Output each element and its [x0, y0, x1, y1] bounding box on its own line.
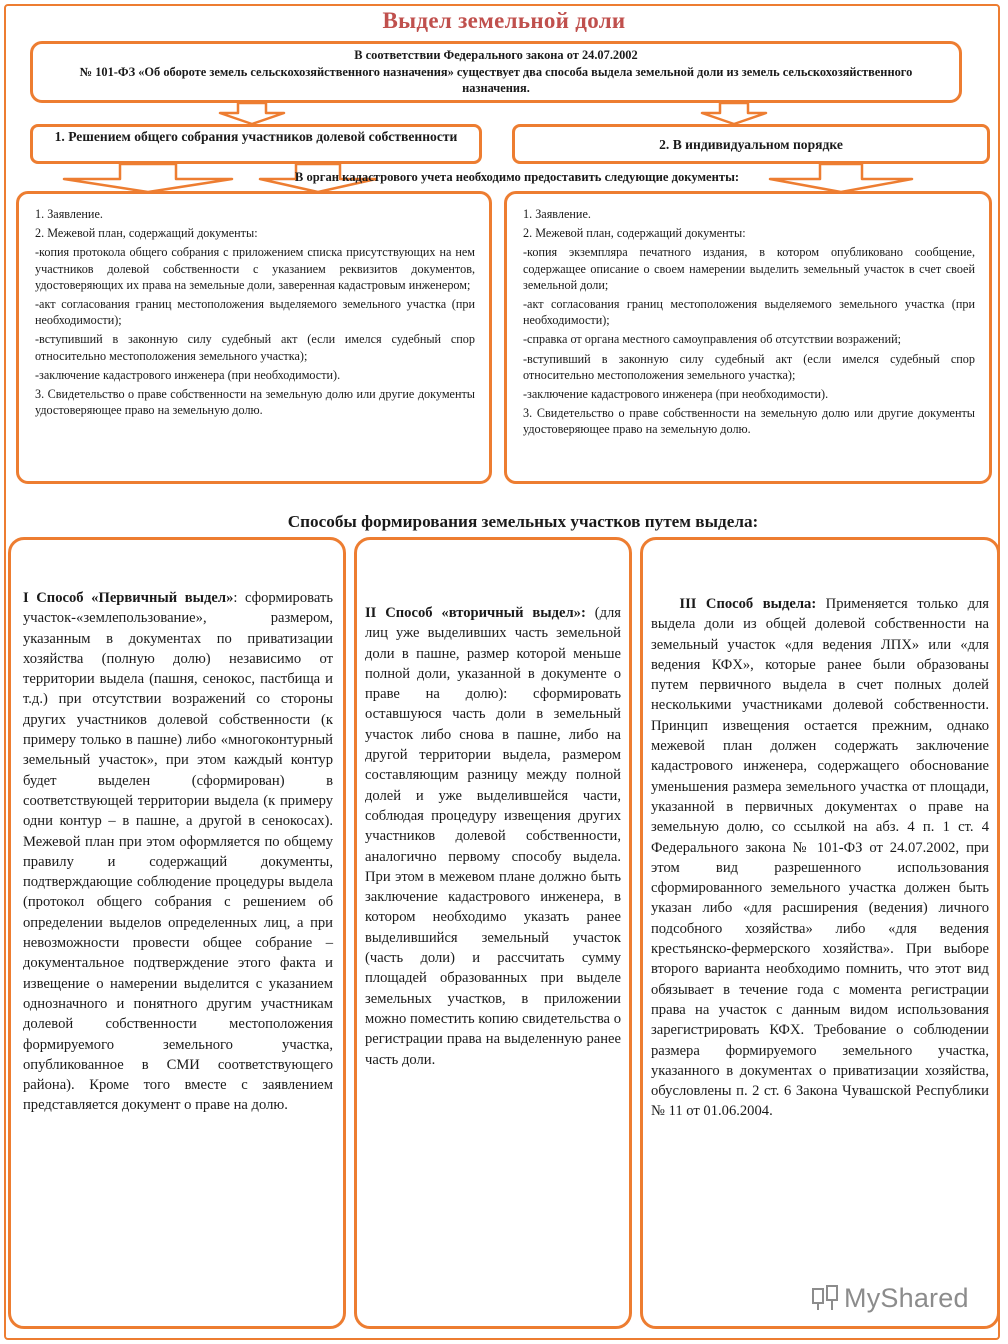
doc-item: 2. Межевой план, содержащий документы:	[35, 226, 258, 241]
doc-item: -заключение кадастрового инженера (при необходимости).	[35, 367, 341, 382]
intro-line-1: В соответствии Федерального закона от 24.07.2002	[354, 48, 638, 62]
method-third-column	[640, 537, 1000, 1329]
method-primary-column	[8, 537, 346, 1329]
arrow-intro-right	[702, 103, 766, 124]
documents-left-box	[16, 191, 492, 484]
doc-item: 3. Свидетельство о праве собственности на земельную долю или другие документы удостоверяющее право на земельную долю.	[35, 387, 475, 418]
method-secondary-column	[354, 537, 632, 1329]
method-secondary-heading: II Способ «вторичный выдел»:	[365, 605, 586, 621]
documents-note: В орган кадастрового учета необходимо предоставить следующие документы:	[294, 170, 740, 184]
doc-item: -акт согласования границ местоположения выделяемого земельного участка (при необходимости);	[35, 297, 475, 328]
intro-box	[30, 41, 962, 103]
method-third-heading: III Способ выдела:	[679, 596, 817, 612]
doc-item: -копия протокола общего собрания с приложением списка присутствующих на нем участников долевой собственности с указанием реквизитов документов, удостоверяющих их права на земельные доли, заверенная кадастровым инженером;	[35, 245, 475, 292]
watermark	[812, 1283, 969, 1314]
doc-item: -заключение кадастрового инженера (при необходимости).	[523, 387, 829, 402]
method-1-box: 1. Решением общего собрания участников долевой собственности	[30, 124, 482, 164]
method-primary-heading: I Способ «Первичный выдел»	[23, 590, 234, 606]
documents-right-box	[504, 191, 992, 484]
doc-item: -вступивший в законную силу судебный акт (если имелся судебный спор относительно местоположения земельного участка);	[523, 351, 975, 382]
presentation-icon	[812, 1285, 840, 1311]
intro-line-2: № 101-ФЗ «Об обороте земель сельскохозяйственного назначения» существует два способа выдела земельной доли из земель сельскохозяйственного назначения.	[79, 64, 913, 95]
method-secondary-text: (для лиц уже выделивших часть земельной доли в пашне, размер которой меньше полной доли, указанной в документе о праве на долю): сформировать оставшуюся часть доли в земельный участок либо снова в пашне, либо на другой территории выдела, размером составляющим разницу между полной долей и уже выделившейся части, соблюдая процедуру извещения других участников долевой собственности, аналогично первому способу выдела. При этом в межевом плане должно быть заключение кадастрового инженера, в котором необходимо указать ранее выделившийся земельный участок (часть доли) и рассчитать сумму площадей образованных при выделе земельных участков, в приложении можно поместить копию свидетельства о регистрации права на выделенную ранее часть доли.	[365, 605, 621, 1068]
method-third-text: Применяется только для выдела доли из общей долевой собственности на земельный участок «для ведения ЛПХ» или «для ведения КФХ», которые ранее были образованы путем первичного выдела в счет полных долей несколькими участниками долевой собственности. Принцип извещения остается прежним, однако межевой план должен содержать заключение кадастрового инженера, содержащего обоснование уменьшения размера земельного участка от площади, указанной в первичных документах о праве на земельную долю, со ссылкой на абз. 4 п. 1 ст. 4 Федерального закона № 101-ФЗ от 24.07.2002, при этом вид разрешенного использования сформированного земельного участка должен быть указан либо «для расширения (ведения) личного подсобного хозяйства» либо «для ведения крестьянско-фермерского хозяйства». При выборе второго варианта необходимо помнить, что этот вид обязывает в течение года с момента регистрации права на участок с данным видом использования зарегистрировать КФХ. Требование о соблюдении размера формируемого земельного участка, указанного в документах о приватизации хозяйства, обусловлены п. 2 ст. 6 Закона Чувашской Республики № 11 от 01.06.2004.	[651, 596, 989, 1120]
doc-item: 1. Заявление.	[523, 207, 591, 221]
doc-item: 1. Заявление.	[35, 207, 103, 221]
arrow-intro-left	[220, 103, 284, 124]
doc-item: 2. Межевой план, содержащий документы:	[523, 226, 746, 241]
method-2-box: 2. В индивидуальном порядке	[512, 124, 990, 164]
section-subtitle: Способы формирования земельных участков путем выдела:	[287, 512, 759, 531]
doc-item: -вступивший в законную силу судебный акт (если имелся судебный спор относительно местоположения земельного участка);	[35, 332, 475, 363]
method-primary-text: : сформировать участок-«землепользование», размером, указанным в документах по приватизации хозяйства (полную долю) независимо от территории выдела (пашня, сенокос, пастбища и т.д.) при отсутствии возражений со стороны других участников долевой собственности (к примеру только в пашне) либо «многоконтурный земельный участок», при этом каждый контур будет выделен (сформирован) в соответствующей территории выдела (к примеру одни контур – в пашне, а другой в сенокосах). Межевой план при этом оформляется по общему правилу и содержащий документы, подтверждающие соблюдение процедуры выдела (протокол общего собрания с решением об определении выделов определенных лиц, а при невозможности провести общее собрание – документальное подтверждение этого факта и извещение о намерении выделится с указанием однозначного и понятного другим участникам долевой собственности местоположения формируемого земельного участка, опубликованное в СМИ соответствующего района). Кроме того вместе с заявлением представляется документ о праве на долю.	[23, 590, 333, 1114]
watermark-text: MyShared	[844, 1283, 969, 1313]
doc-item: -копия экземпляра печатного издания, в котором опубликовано сообщение, содержащее описание о своем намерении выделить земельный участок в счет своей земельной доли;	[523, 245, 975, 292]
doc-item: -акт согласования границ местоположения выделяемого земельного участка (при необходимости);	[523, 297, 975, 328]
doc-item: -справка от органа местного самоуправления об отсутствии возражений;	[523, 332, 901, 347]
page-title: Выдел земельной доли	[382, 8, 626, 33]
doc-item: 3. Свидетельство о праве собственности на земельную долю или другие документы удостоверяющее право на земельную долю.	[523, 406, 975, 437]
